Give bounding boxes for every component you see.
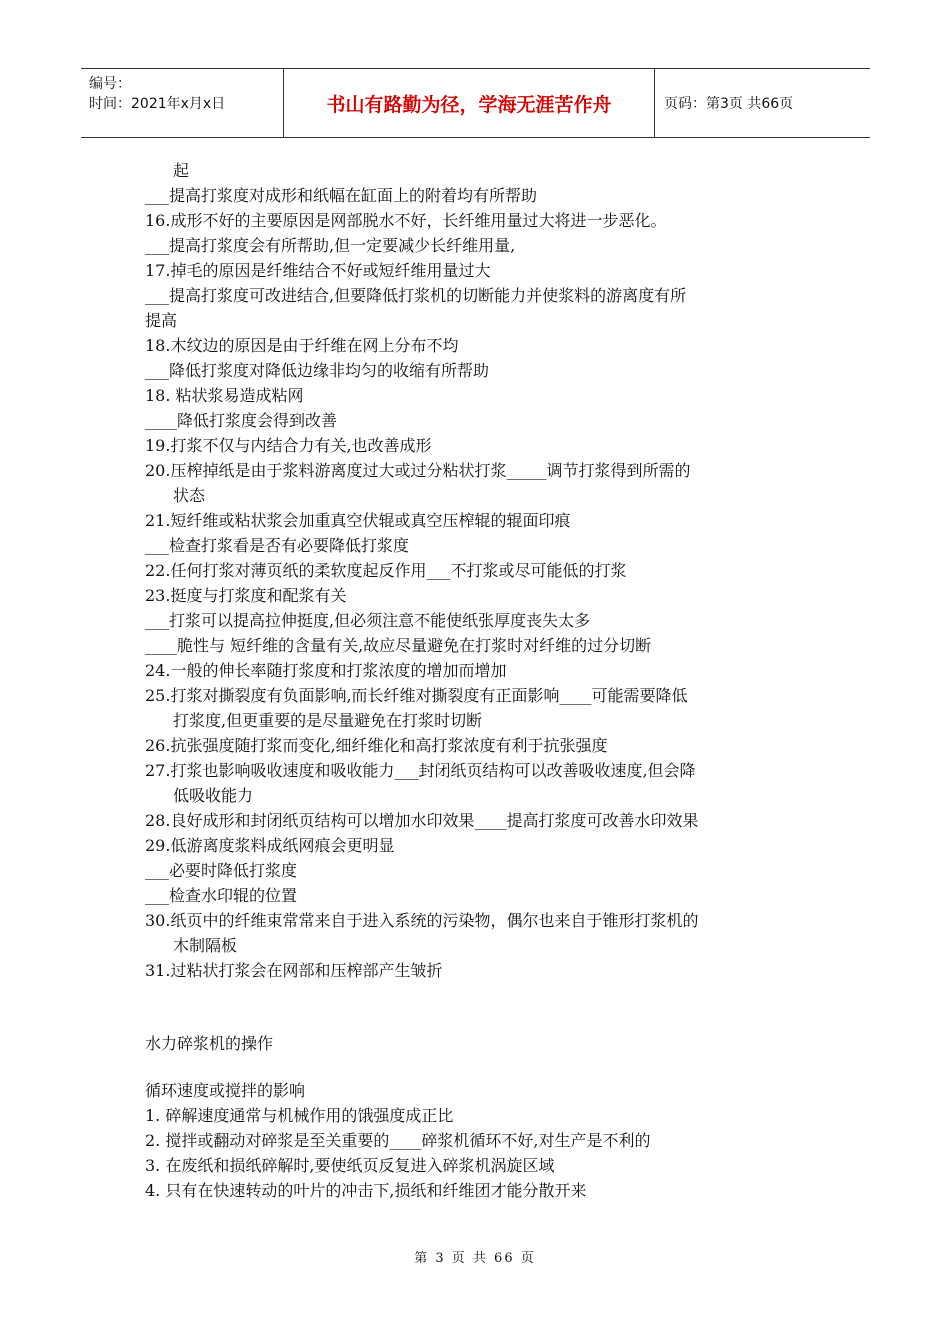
header-motto: 书山有路勤为径，学海无涯苦作舟 xyxy=(326,93,612,116)
page-footer: 第 3 页 共 66 页 xyxy=(414,1251,536,1266)
page-header xyxy=(81,68,870,138)
text-line: 17.掉毛的原因是纤维结合不好或短纤维用量过大 xyxy=(145,261,491,280)
header-page-info: 页码：第3页 共66页 xyxy=(664,96,794,112)
text-line: ___提高打浆度可改进结合,但要降低打浆机的切断能力并使浆料的游离度有所 xyxy=(145,286,687,305)
text-line: ___提高打浆度会有所帮助,但一定要减少长纤维用量, xyxy=(145,236,516,255)
text-line: 28.良好成形和封闭纸页结构可以增加水印效果____提高打浆度可改善水印效果 xyxy=(145,811,699,830)
header-meta-cell xyxy=(81,69,283,137)
date-line: 时间：2021年x月x日 xyxy=(89,96,226,112)
text-line: ___检查打浆看是否有必要降低打浆度 xyxy=(145,536,410,555)
text-line: 18.木纹边的原因是由于纤维在网上分布不均 xyxy=(145,336,459,355)
text-line: 20.压榨掉纸是由于浆料游离度过大或过分粘状打浆_____调节打浆得到所需的 xyxy=(145,461,691,480)
number-label: 编号： xyxy=(89,76,131,92)
list-item: 2. 搅拌或翻动对碎浆是至关重要的____碎浆机循环不好,对生产是不利的 xyxy=(145,1131,651,1150)
text-line: 30.纸页中的纤维束常常来自于进入系统的污染物，偶尔也来自于锥形打浆机的 xyxy=(145,911,699,930)
text-line: 29.低游离度浆料成纸网痕会更明显 xyxy=(145,836,395,855)
text-line: 起 xyxy=(173,161,190,180)
text-line: 提高 xyxy=(145,311,178,330)
text-line: ___打浆可以提高拉伸挺度,但必须注意不能使纸张厚度丧失太多 xyxy=(145,611,591,630)
text-line: 31.过粘状打浆会在网部和压榨部产生皱折 xyxy=(145,961,443,980)
text-line: 打浆度,但更重要的是尽量避免在打浆时切断 xyxy=(173,711,483,730)
text-line: 19.打浆不仅与内结合力有关,也改善成形 xyxy=(145,436,432,455)
text-line: ____脆性与 短纤维的含量有关,故应尽量避免在打浆时对纤维的过分切断 xyxy=(145,636,652,655)
text-line: ___检查水印辊的位置 xyxy=(145,886,298,905)
list-item: 3. 在废纸和损纸碎解时,要使纸页反复进入碎浆机涡旋区域 xyxy=(145,1156,555,1175)
text-line: 木制隔板 xyxy=(173,936,238,955)
text-line: ___必要时降低打浆度 xyxy=(145,861,298,880)
text-line: ____降低打浆度会得到改善 xyxy=(145,411,338,430)
text-line: 24.一般的伸长率随打浆度和打浆浓度的增加而增加 xyxy=(145,661,507,680)
list-item: 4. 只有在快速转动的叶片的冲击下,损纸和纤维团才能分散开来 xyxy=(145,1181,587,1200)
text-line: 27.打浆也影响吸收速度和吸收能力___封闭纸页结构可以改善吸收速度,但会降 xyxy=(145,761,696,780)
text-line: ___降低打浆度对降低边缘非均匀的收缩有所帮助 xyxy=(145,361,490,380)
text-line: 状态 xyxy=(173,486,206,505)
text-line: 21.短纤维或粘状浆会加重真空伏辊或真空压榨辊的辊面印痕 xyxy=(145,511,571,530)
text-line: ___提高打浆度对成形和纸幅在缸面上的附着均有所帮助 xyxy=(145,186,538,205)
text-line: 18. 粘状浆易造成粘网 xyxy=(145,386,304,405)
text-line: 22.任何打浆对薄页纸的柔软度起反作用___不打浆或尽可能低的打浆 xyxy=(145,561,627,580)
text-line: 低吸收能力 xyxy=(173,786,254,805)
list-item: 1. 碎解速度通常与机械作用的饿强度成正比 xyxy=(145,1106,454,1125)
text-line: 23.挺度与打浆度和配浆有关 xyxy=(145,586,347,605)
subsection-title: 循环速度或搅拌的影响 xyxy=(145,1081,306,1100)
section-title: 水力碎浆机的操作 xyxy=(145,1034,274,1053)
text-line: 25.打浆对撕裂度有负面影响,而长纤维对撕裂度有正面影响____可能需要降低 xyxy=(145,686,688,705)
text-line: 26.抗张强度随打浆而变化,细纤维化和高打浆浓度有利于抗张强度 xyxy=(145,736,608,755)
text-line: 16.成形不好的主要原因是网部脱水不好，长纤维用量过大将进一步恶化。 xyxy=(145,211,667,230)
document-body xyxy=(145,158,815,1203)
